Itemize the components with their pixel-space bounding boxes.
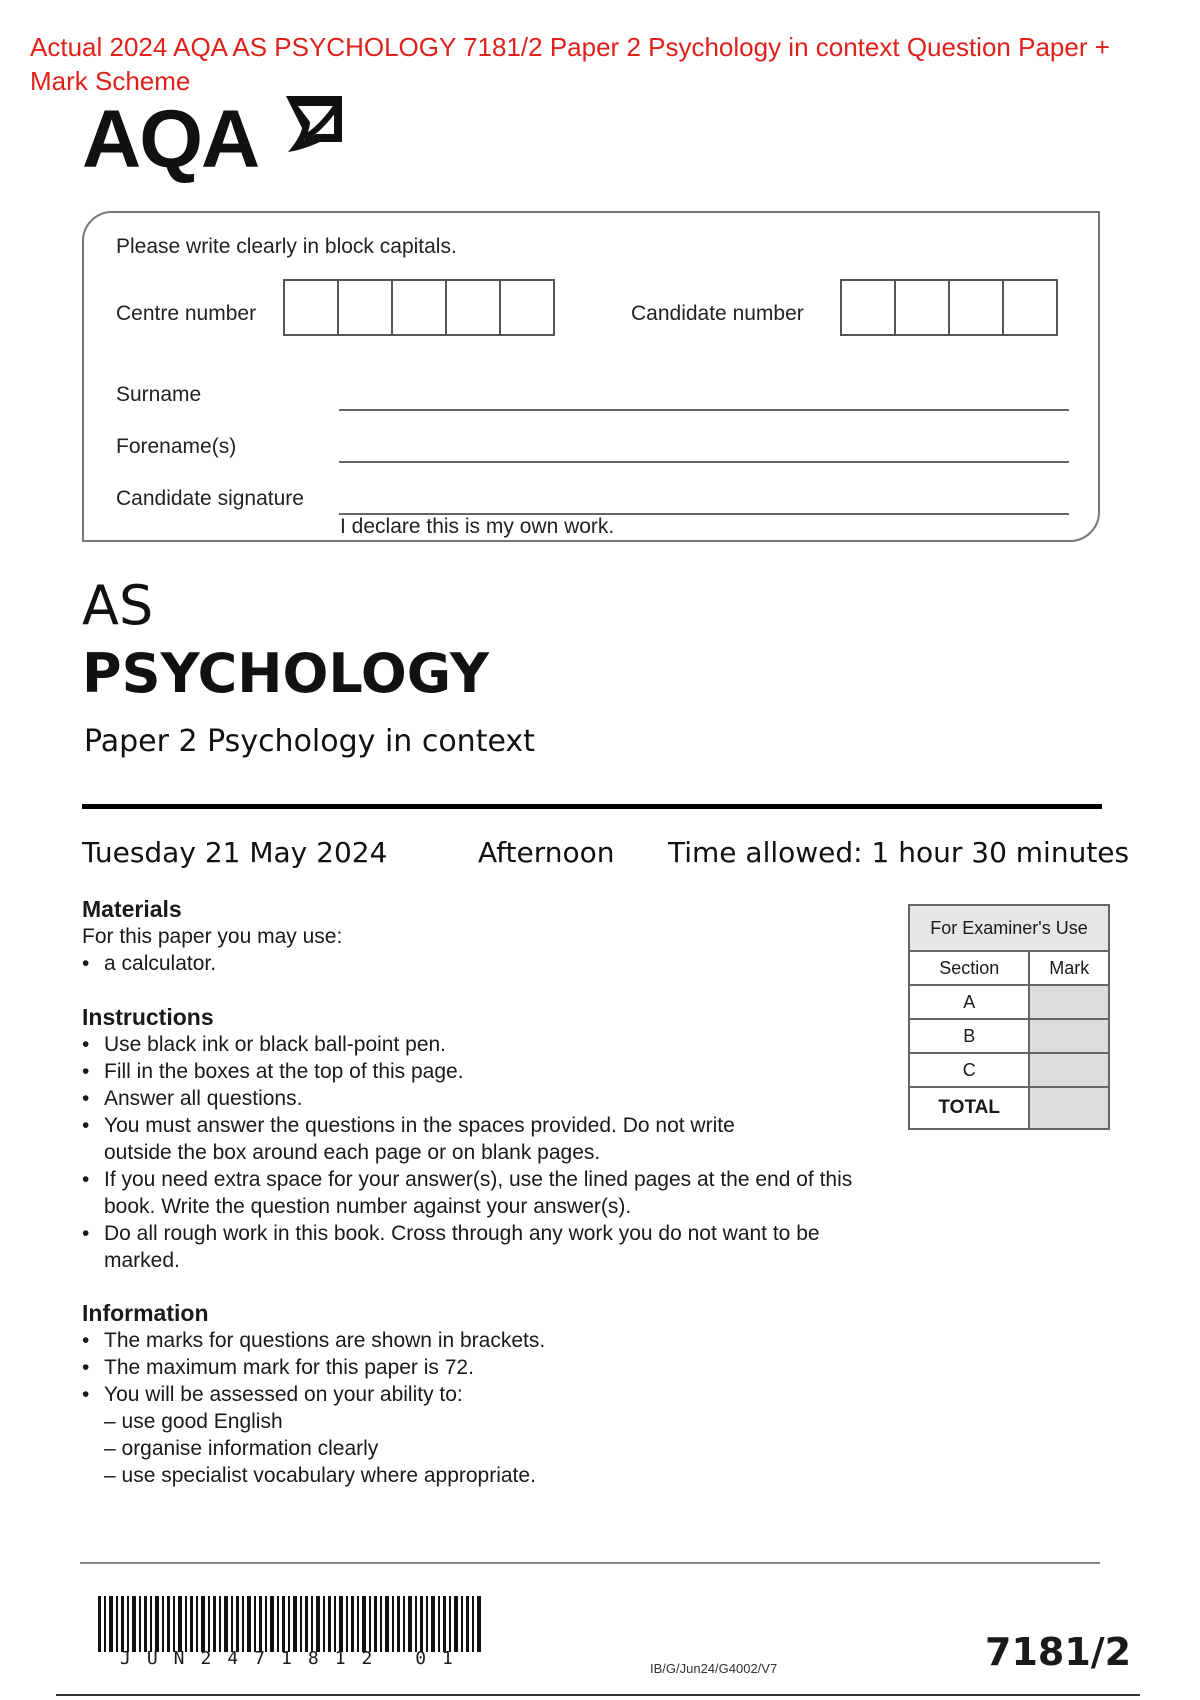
list-item: • The marks for questions are shown in brackets. — [82, 1327, 862, 1354]
paper-code: 7181/2 — [985, 1630, 1132, 1674]
barcode-digits: JUN2471812 01 — [120, 1648, 469, 1669]
aqa-logo — [82, 92, 342, 188]
list-item: • The maximum mark for this paper is 72. — [82, 1354, 862, 1381]
section-label: A — [909, 985, 1029, 1019]
surname-label: Surname — [116, 383, 202, 406]
mark-column-header: Mark — [1029, 951, 1109, 985]
examiner-use-table — [908, 904, 1110, 1130]
list-item: • Fill in the boxes at the top of this page. — [82, 1058, 862, 1085]
mark-cell — [1029, 985, 1109, 1019]
logo-text: AQA — [82, 94, 259, 185]
information-heading: Information — [82, 1300, 209, 1326]
mark-cell — [1029, 1019, 1109, 1053]
list-item: • You will be assessed on your ability to: — [82, 1381, 862, 1408]
forenames-label: Forename(s) — [116, 435, 237, 458]
total-mark-cell — [1029, 1087, 1109, 1129]
signature-label: Candidate signature — [116, 487, 304, 510]
candidate-digit-box[interactable] — [894, 279, 950, 336]
total-label: TOTAL — [909, 1087, 1029, 1129]
materials-list — [82, 950, 842, 977]
instructions-section — [82, 1004, 862, 1274]
document-title: Actual 2024 AQA AS PSYCHOLOGY 7181/2 Paper 2 Psychology in context Question Paper + Mark Scheme — [30, 32, 1110, 96]
signature-field[interactable] — [339, 483, 1069, 515]
centre-number-boxes[interactable] — [283, 279, 555, 336]
list-item: – use good English — [104, 1410, 283, 1433]
time-allowed: Time allowed: 1 hour 30 minutes — [668, 836, 1130, 869]
logo-mark-icon — [282, 92, 346, 154]
section-label: B — [909, 1019, 1029, 1053]
candidate-digit-box[interactable] — [840, 279, 896, 336]
centre-digit-box[interactable] — [499, 279, 555, 336]
declaration-text: I declare this is my own work. — [340, 515, 615, 538]
heading-divider — [82, 804, 1102, 809]
section-label: C — [909, 1053, 1029, 1087]
candidate-digit-box[interactable] — [1002, 279, 1058, 336]
candidate-number-label: Candidate number — [631, 302, 804, 325]
list-item: • Do all rough work in this book. Cross through any work you do not want to be marked. — [82, 1220, 844, 1274]
list-item: • You must answer the questions in the spaces provided. Do not write outside the box around each page or on blank pages. — [82, 1112, 744, 1166]
barcode-icon — [98, 1596, 482, 1652]
candidate-details-box — [82, 211, 1100, 542]
list-item: • a calculator. — [82, 950, 842, 977]
centre-digit-box[interactable] — [391, 279, 447, 336]
list-item: • If you need extra space for your answer(s), use the lined pages at the end of this book. Write the question number against your answer(s). — [82, 1166, 864, 1220]
subject-name: PSYCHOLOGY — [82, 642, 490, 705]
list-item: • Answer all questions. — [82, 1085, 862, 1112]
examiner-table-title: For Examiner's Use — [909, 905, 1109, 951]
materials-intro: For this paper you may use: — [82, 925, 343, 948]
candidate-number-boxes[interactable] — [840, 279, 1058, 336]
materials-heading: Materials — [82, 896, 182, 922]
information-list — [82, 1327, 862, 1408]
exam-date: Tuesday 21 May 2024 — [82, 836, 388, 869]
information-section — [82, 1300, 862, 1489]
centre-digit-box[interactable] — [337, 279, 393, 336]
section-column-header: Section — [909, 951, 1029, 985]
mark-cell — [1029, 1053, 1109, 1087]
surname-field[interactable] — [339, 379, 1069, 411]
page-bottom-edge — [56, 1694, 1140, 1696]
materials-section — [82, 896, 842, 977]
qualification-level: AS — [82, 574, 154, 637]
reference-code: IB/G/Jun24/G4002/V7 — [650, 1661, 778, 1676]
centre-number-label: Centre number — [116, 302, 257, 325]
instructions-list — [82, 1031, 862, 1274]
list-item: – use specialist vocabulary where appropriate. — [104, 1464, 536, 1487]
footer-divider — [80, 1562, 1100, 1564]
list-item: – organise information clearly — [104, 1437, 379, 1460]
exam-session: Afternoon — [478, 836, 615, 869]
paper-title: Paper 2 Psychology in context — [84, 724, 535, 759]
centre-digit-box[interactable] — [283, 279, 339, 336]
forenames-field[interactable] — [339, 431, 1069, 463]
candidate-digit-box[interactable] — [948, 279, 1004, 336]
instructions-heading: Instructions — [82, 1004, 214, 1030]
block-capitals-instruction: Please write clearly in block capitals. — [116, 235, 457, 258]
list-item: • Use black ink or black ball-point pen. — [82, 1031, 862, 1058]
centre-digit-box[interactable] — [445, 279, 501, 336]
